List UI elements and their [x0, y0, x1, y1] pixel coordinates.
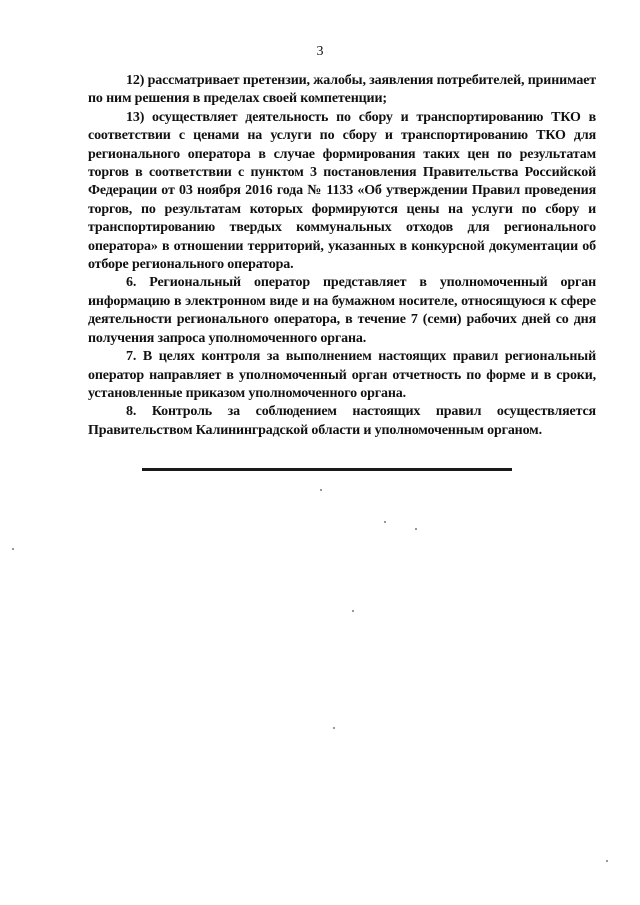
closing-separator-line — [142, 468, 512, 471]
scan-speck — [384, 521, 386, 523]
scan-speck — [12, 548, 14, 550]
scan-speck — [415, 528, 417, 530]
document-body — [88, 72, 596, 440]
paragraph-section-8: 8. Контроль за соблюдением настоящих правил осуществляется Правительством Калининградской области и уполномоченным органом. — [88, 404, 596, 438]
scan-speck — [320, 489, 322, 491]
scan-speck — [352, 610, 354, 612]
paragraph-item-12: 12) рассматривает претензии, жалобы, заявления потребителей, принимает по ним решения в пределах своей компетенции; — [88, 73, 596, 107]
paragraph-section-6: 6. Региональный оператор представляет в уполномоченный орган информацию в электронном виде и на бумажном носителе, относящуюся к сфере деятельности регионального оператора, в течение 7 (семи) рабочих дней со дня получения запроса уполномоченного органа. — [88, 275, 596, 346]
scan-speck — [333, 727, 335, 729]
paragraph-item-13: 13) осуществляет деятельность по сбору и транспортированию ТКО в соответствии с ценами на услуги по сбору и транспортированию ТКО для регионального оператора в случае формирования таких цен по результатам торгов в соответствии с пунктом 3 постановления Правительства Российской Федерации от 03 ноября 2016 года № 1133 «Об утверждении Правил проведения торгов, по результатам которых формируются цены на услуги по сбору и транспортированию твердых коммунальных отходов для регионального оператора» в отношении территорий, указанных в конкурсной документации об отборе регионального оператора. — [88, 109, 596, 273]
page-number: 3 — [316, 44, 324, 59]
scan-speck — [606, 860, 608, 862]
paragraph-section-7: 7. В целях контроля за выполнением настоящих правил региональный оператор направляет в уполномоченный орган отчетность по форме и в сроки, установленные приказом уполномоченного органа. — [88, 349, 596, 401]
